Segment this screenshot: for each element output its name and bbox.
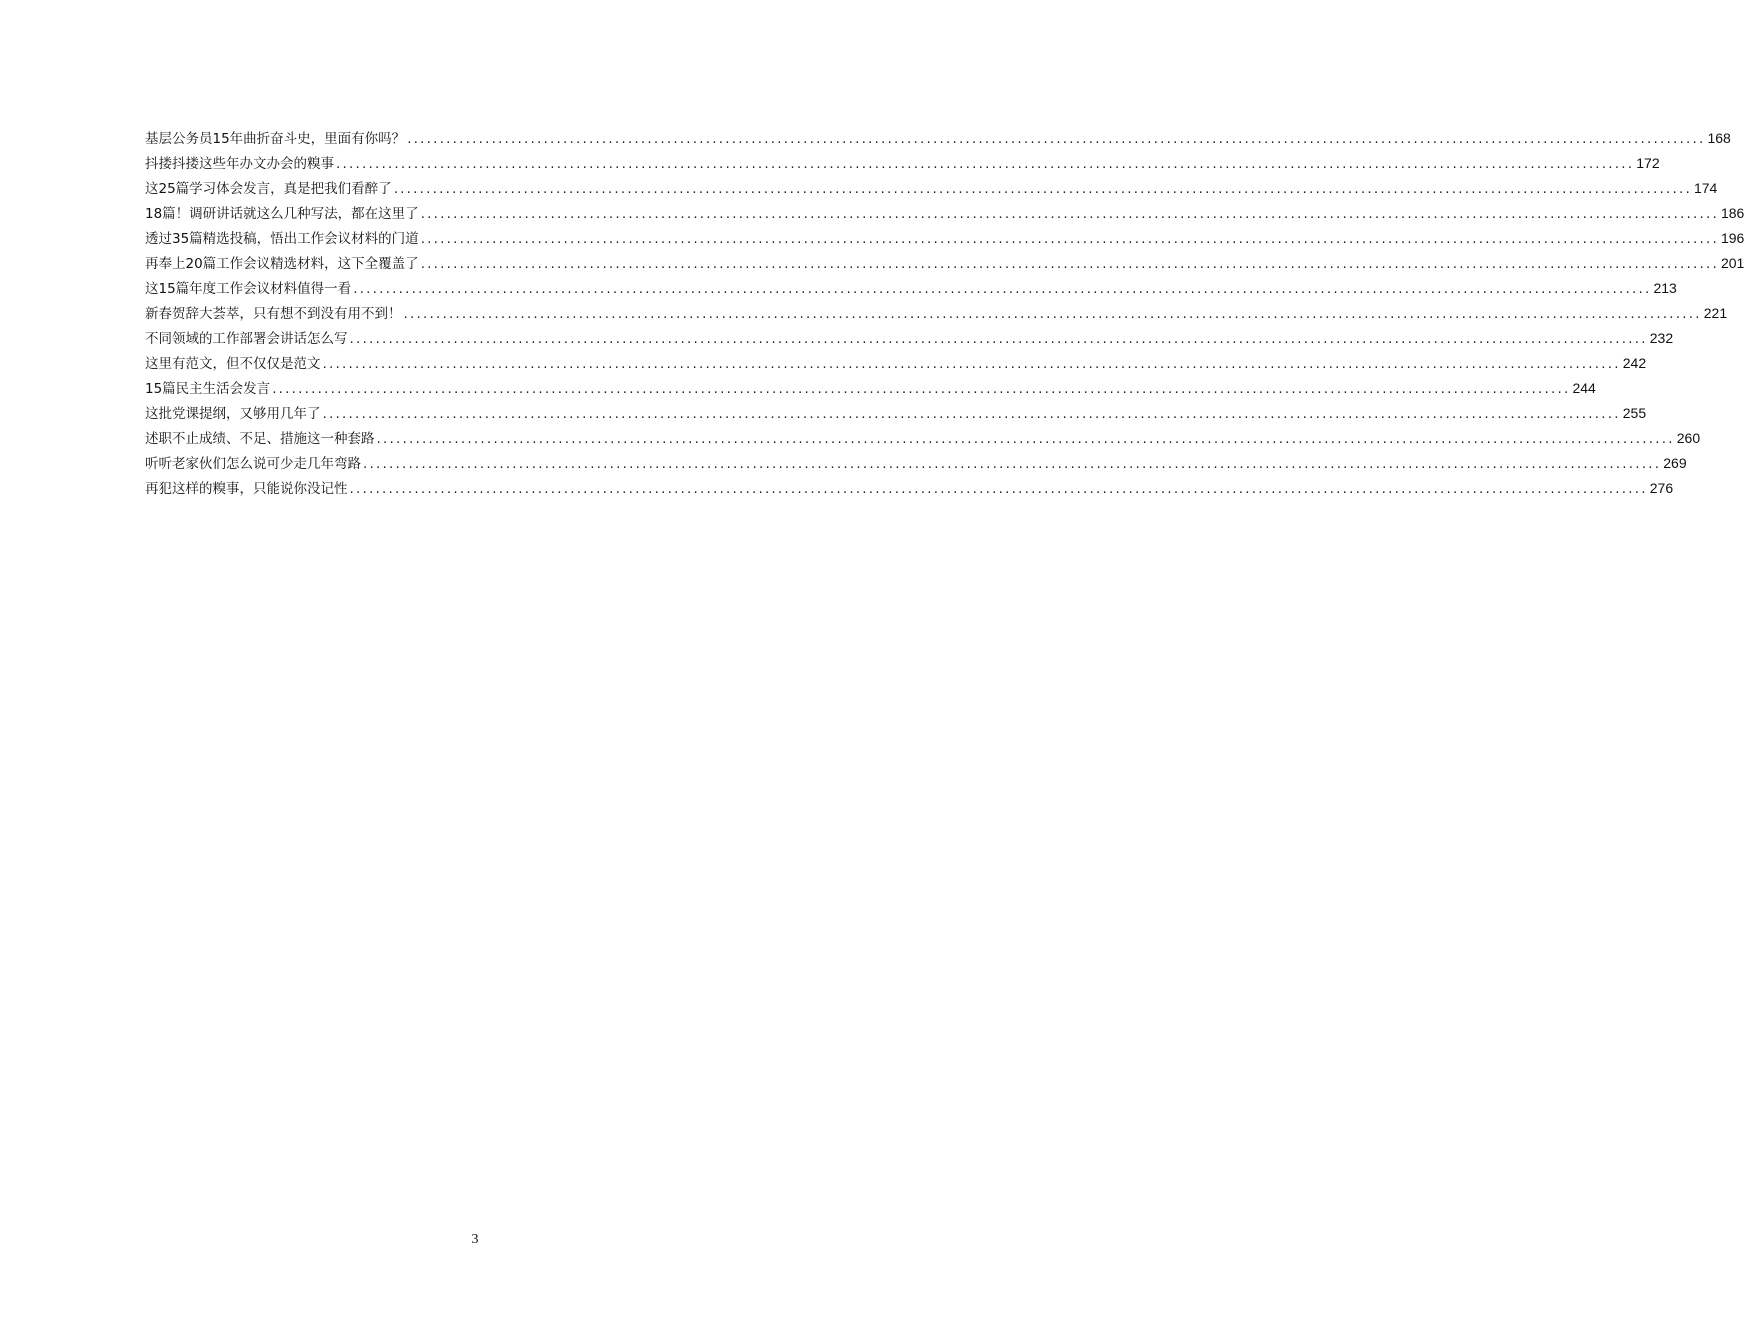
- toc-entry-page: 172: [1636, 155, 1660, 171]
- toc-leader-dots: ........................................................................................................................................................................................................: [349, 481, 1648, 497]
- toc-leader-dots: ........................................................................................................................................................................................................: [403, 306, 1702, 322]
- toc-entry[interactable]: [145, 401, 1647, 426]
- toc-entry-page: 174: [1693, 180, 1718, 196]
- toc-leader-dots: ........................................................................................................................................................................................................: [322, 356, 1621, 372]
- toc-entry-page: 255: [1622, 405, 1647, 421]
- toc-entry[interactable]: [145, 476, 1674, 501]
- toc-entry[interactable]: [145, 351, 1647, 376]
- toc-leader-dots: ........................................................................................................................................................................................................: [353, 281, 1652, 297]
- toc-leader-dots: ........................................................................................................................................................................................................: [336, 156, 1635, 172]
- toc-entry[interactable]: [145, 151, 1660, 176]
- toc-leader-dots: ........................................................................................................................................................................................................: [420, 206, 1719, 222]
- toc-entry[interactable]: [145, 376, 1596, 401]
- toc-entry-page: 276: [1649, 480, 1674, 496]
- toc-entry-page: 232: [1649, 330, 1674, 346]
- toc-entry[interactable]: [145, 226, 1744, 251]
- toc-entry-page: 213: [1653, 280, 1677, 296]
- toc-entry[interactable]: [145, 126, 1731, 151]
- toc-entry-page: 196: [1720, 230, 1744, 246]
- toc-entry-title: 述职不止成绩、不足、措施这一种套路: [145, 431, 375, 447]
- toc-entry-title: 这批党课提纲，又够用几年了: [145, 406, 321, 422]
- table-of-contents: [145, 126, 1744, 501]
- toc-entry-page: 244: [1572, 380, 1596, 396]
- toc-leader-dots: ........................................................................................................................................................................................................: [322, 406, 1621, 422]
- toc-leader-dots: ........................................................................................................................................................................................................: [420, 231, 1719, 247]
- toc-entry-title: 透过35篇精选投稿，悟出工作会议材料的门道: [145, 231, 419, 247]
- toc-leader-dots: ........................................................................................................................................................................................................: [376, 431, 1675, 447]
- toc-entry[interactable]: [145, 326, 1674, 351]
- toc-entry-page: 269: [1663, 455, 1687, 471]
- toc-entry[interactable]: [145, 426, 1701, 451]
- toc-entry-title: 这15篇年度工作会议材料值得一看: [145, 281, 352, 297]
- toc-leader-dots: ........................................................................................................................................................................................................: [407, 131, 1706, 147]
- toc-entry-title: 再犯这样的糗事，只能说你没记性: [145, 481, 348, 497]
- toc-entry-title: 这25篇学习体会发言，真是把我们看醉了: [145, 181, 392, 197]
- toc-entry-title: 这里有范文，但不仅仅是范文: [145, 356, 321, 372]
- toc-entry[interactable]: [145, 276, 1677, 301]
- toc-leader-dots: ........................................................................................................................................................................................................: [349, 331, 1648, 347]
- toc-entry-page: 186: [1720, 205, 1744, 221]
- toc-entry-page: 168: [1707, 130, 1731, 146]
- toc-leader-dots: ........................................................................................................................................................................................................: [393, 181, 1692, 197]
- toc-entry[interactable]: [145, 201, 1744, 226]
- toc-entry-page: 260: [1676, 430, 1701, 446]
- toc-leader-dots: ........................................................................................................................................................................................................: [272, 381, 1571, 397]
- toc-entry[interactable]: [145, 251, 1744, 276]
- toc-entry-title: 18篇！调研讲话就这么几种写法，都在这里了: [145, 206, 419, 222]
- toc-leader-dots: ........................................................................................................................................................................................................: [363, 456, 1662, 472]
- toc-entry-page: 201: [1720, 255, 1744, 271]
- toc-entry-title: 基层公务员15年曲折奋斗史，里面有你吗？: [145, 131, 406, 147]
- toc-entry-page: 242: [1622, 355, 1647, 371]
- toc-entry-title: 再奉上20篇工作会议精选材料，这下全覆盖了: [145, 256, 419, 272]
- toc-entry-page: 221: [1703, 305, 1728, 321]
- page-number: 3: [471, 1232, 479, 1247]
- toc-entry-title: 15篇民主生活会发言: [145, 381, 271, 397]
- toc-entry[interactable]: [145, 451, 1687, 476]
- toc-entry[interactable]: [145, 176, 1718, 201]
- toc-entry-title: 听听老家伙们怎么说可少走几年弯路: [145, 456, 361, 472]
- toc-entry-title: 抖搂抖搂这些年办文办会的糗事: [145, 156, 334, 172]
- toc-entry[interactable]: [145, 301, 1728, 326]
- toc-entry-title: 新春贺辞大荟萃，只有想不到没有用不到！: [145, 306, 402, 322]
- toc-leader-dots: ........................................................................................................................................................................................................: [420, 256, 1719, 272]
- toc-entry-title: 不同领域的工作部署会讲话怎么写: [145, 331, 348, 347]
